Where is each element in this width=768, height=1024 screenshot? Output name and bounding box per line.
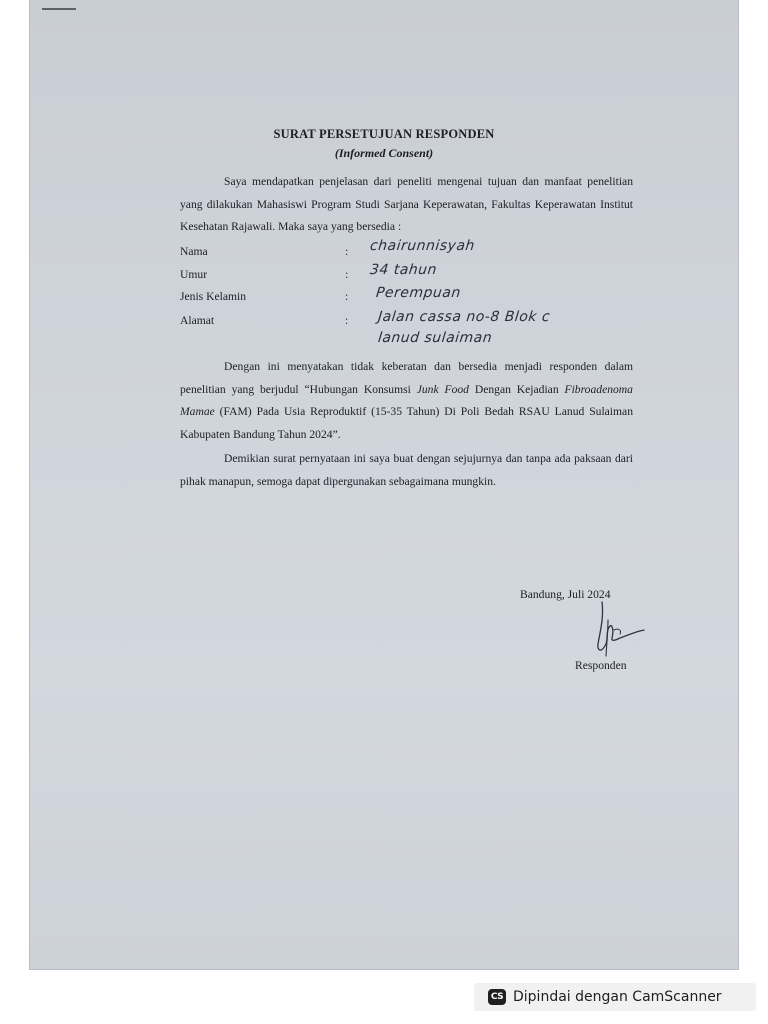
field-value-jenis-kelamin: Perempuan [375,285,462,301]
statement-italic-term: Junk Food [416,382,469,396]
statement-text: Dengan ini menyatakan tidak keberatan dan bersedia menjadi responden dalam penelitian yang berjudul “Hubungan Konsumsi [180,360,633,396]
field-value-alamat-line1: Jalan cassa no-8 Blok c [377,309,551,325]
consent-document [30,0,738,969]
scanned-page [30,0,738,969]
field-colon: : [345,268,349,281]
signer-role: Responden [575,659,627,672]
field-label-jenis-kelamin: Jenis Kelamin [180,290,247,303]
field-colon: : [345,245,349,258]
field-value-umur: 34 tahun [369,262,438,278]
statement-italic-term: Fibroadenoma Mamae [180,382,633,418]
place-date: Bandung, Juli 2024 [520,588,611,601]
camscanner-label: Dipindai dengan CamScanner [513,989,722,1005]
statement-text: (FAM) Pada Usia Reproduktif (15-35 Tahun) Di Poli Bedah RSAU Lanud Sulaiman Kabupaten Bandung Tahun 2024”. [180,405,633,441]
field-value-alamat-line2: lanud sulaiman [377,330,494,346]
statement-paragraph [180,356,633,446]
field-colon: : [345,290,349,303]
field-label-umur: Umur [180,268,208,281]
camscanner-watermark [474,983,756,1011]
statement-text: Dengan Kejadian [468,382,565,396]
signature-mark [570,600,650,662]
closing-paragraph: Demikian surat pernyataan ini saya buat dengan sejujurnya dan tanpa ada paksaan dari pihak manapun, semoga dapat dipergunakan sebagaimana mungkin. [180,452,633,488]
camscanner-icon: CS [488,989,506,1005]
field-label-nama: Nama [180,245,208,258]
field-value-nama: chairunnisyah [369,238,476,254]
intro-paragraph: Saya mendapatkan penjelasan dari peneliti mengenai tujuan dan manfaat penelitian yang dilakukan Mahasiswi Program Studi Sarjana Keperawatan, Fakultas Keperawatan Institut Kesehatan Rajawali. Maka saya yang bersedia : [180,175,633,233]
document-subtitle: (Informed Consent) [334,146,434,160]
field-label-alamat: Alamat [180,314,215,327]
field-colon: : [345,314,349,327]
document-title: SURAT PERSETUJUAN RESPONDEN [273,127,495,141]
